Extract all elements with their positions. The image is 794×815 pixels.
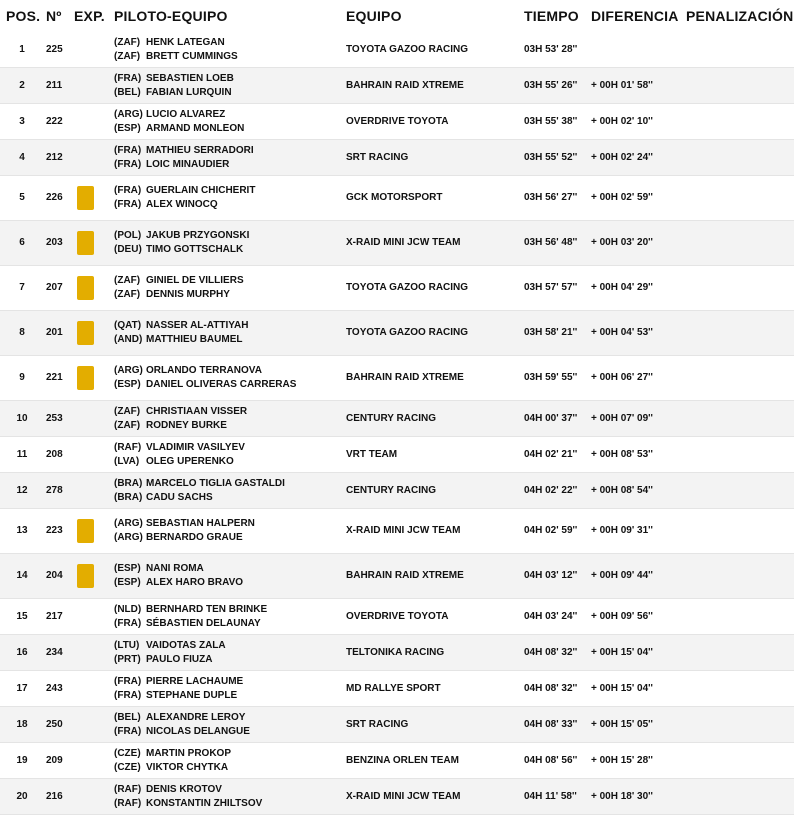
row-time: 03H 55' 26'' (524, 80, 578, 91)
driver-line (114, 333, 248, 347)
driver-country: (FRA) (114, 726, 142, 737)
driver-line (114, 108, 244, 122)
pilot-crew (114, 639, 226, 667)
table-row (0, 266, 794, 311)
driver-country: (FRA) (114, 618, 142, 629)
driver-line (114, 319, 248, 333)
row-team: VRT TEAM (346, 449, 398, 460)
driver-line (114, 797, 262, 811)
header-pos: POS. (6, 8, 41, 24)
driver-name: STEPHANE DUPLE (146, 690, 238, 701)
driver-name: MATHIEU SERRADORI (146, 145, 254, 156)
driver-line (114, 576, 243, 590)
row-team: X-RAID MINI JCW TEAM (346, 237, 461, 248)
driver-name: NASSER AL-ATTIYAH (146, 320, 249, 331)
driver-country: (LTU) (114, 640, 140, 651)
driver-country: (QAT) (114, 320, 142, 331)
driver-name: FABIAN LURQUIN (146, 87, 232, 98)
driver-name: JAKUB PRZYGONSKI (146, 230, 250, 241)
row-position: 15 (16, 611, 28, 622)
table-header (0, 0, 794, 32)
row-difference: + 00H 15' 05'' (591, 719, 653, 730)
row-team: X-RAID MINI JCW TEAM (346, 791, 461, 802)
pilot-crew (114, 562, 243, 590)
row-team: OVERDRIVE TOYOTA (346, 116, 449, 127)
row-time: 04H 02' 59'' (524, 525, 578, 536)
expert-badge-icon (77, 186, 94, 210)
header-diff: DIFERENCIA (591, 8, 679, 24)
driver-name: MARTIN PROKOP (146, 748, 231, 759)
row-position: 9 (19, 372, 25, 383)
row-number: 204 (46, 570, 63, 581)
driver-country: (ZAF) (114, 406, 141, 417)
row-time: 03H 59' 55'' (524, 372, 578, 383)
table-row (0, 104, 794, 140)
driver-country: (NLD) (114, 604, 142, 615)
row-difference: + 00H 07' 09'' (591, 413, 653, 424)
row-number: 253 (46, 413, 63, 424)
driver-line (114, 653, 226, 667)
driver-line (114, 274, 244, 288)
table-row (0, 221, 794, 266)
row-number: 203 (46, 237, 63, 248)
driver-country: (FRA) (114, 690, 142, 701)
row-number: 212 (46, 152, 63, 163)
driver-line (114, 441, 245, 455)
driver-country: (ARG) (114, 109, 143, 120)
driver-name: HENK LATEGAN (146, 37, 225, 48)
row-team: SRT RACING (346, 152, 409, 163)
driver-name: DENIS KROTOV (146, 784, 222, 795)
table-row (0, 140, 794, 176)
row-team: BAHRAIN RAID XTREME (346, 570, 464, 581)
row-number: 208 (46, 449, 63, 460)
row-difference: + 00H 15' 04'' (591, 683, 653, 694)
driver-name: CADU SACHS (146, 492, 213, 503)
pilot-crew (114, 72, 234, 100)
row-team: X-RAID MINI JCW TEAM (346, 525, 461, 536)
row-difference: + 00H 09' 56'' (591, 611, 653, 622)
row-position: 2 (19, 80, 25, 91)
table-row (0, 401, 794, 437)
driver-name: TIMO GOTTSCHALK (146, 244, 244, 255)
row-number: 211 (46, 80, 63, 91)
row-number: 222 (46, 116, 63, 127)
pilot-crew (114, 711, 250, 739)
row-position: 13 (16, 525, 28, 536)
row-number: 225 (46, 44, 63, 55)
driver-country: (FRA) (114, 159, 142, 170)
driver-country: (ZAF) (114, 420, 141, 431)
row-time: 04H 08' 56'' (524, 755, 578, 766)
driver-line (114, 477, 285, 491)
driver-country: (ZAF) (114, 275, 141, 286)
pilot-crew (114, 144, 254, 172)
driver-name: KONSTANTIN ZHILTSOV (146, 798, 263, 809)
row-position: 8 (19, 327, 25, 338)
driver-line (114, 639, 226, 653)
pilot-crew (114, 405, 247, 433)
driver-name: CHRISTIAAN VISSER (146, 406, 248, 417)
driver-line (114, 158, 254, 172)
table-row (0, 509, 794, 554)
driver-country: (RAF) (114, 442, 142, 453)
row-team: TOYOTA GAZOO RACING (346, 282, 469, 293)
expert-badge-icon (77, 276, 94, 300)
header-pilot: PILOTO-EQUIPO (114, 8, 228, 24)
driver-line (114, 725, 250, 739)
table-row (0, 473, 794, 509)
header-penalty: PENALIZACIÓN (686, 8, 794, 24)
pilot-crew (114, 319, 248, 347)
table-row (0, 554, 794, 599)
row-number: 250 (46, 719, 63, 730)
driver-name: MATTHIEU BAUMEL (146, 334, 243, 345)
expert-badge-icon (77, 519, 94, 543)
driver-line (114, 36, 238, 50)
driver-line (114, 184, 255, 198)
row-difference: + 00H 08' 53'' (591, 449, 653, 460)
row-time: 03H 57' 57'' (524, 282, 578, 293)
row-difference: + 00H 18' 30'' (591, 791, 653, 802)
driver-country: (BEL) (114, 712, 141, 723)
driver-line (114, 531, 255, 545)
pilot-crew (114, 603, 267, 631)
row-time: 04H 03' 24'' (524, 611, 578, 622)
row-time: 03H 56' 27'' (524, 192, 578, 203)
row-difference: + 00H 08' 54'' (591, 485, 653, 496)
row-position: 7 (19, 282, 25, 293)
driver-line (114, 405, 247, 419)
driver-line (114, 243, 249, 257)
row-team: TOYOTA GAZOO RACING (346, 44, 469, 55)
driver-line (114, 50, 238, 64)
driver-line (114, 122, 244, 136)
expert-badge-icon (77, 231, 94, 255)
row-difference: + 00H 09' 31'' (591, 525, 653, 536)
driver-name: BRETT CUMMINGS (146, 51, 238, 62)
table-row (0, 707, 794, 743)
driver-line (114, 603, 267, 617)
row-difference: + 00H 09' 44'' (591, 570, 653, 581)
driver-line (114, 198, 255, 212)
row-team: MD RALLYE SPORT (346, 683, 441, 694)
table-body (0, 32, 794, 815)
row-difference: + 00H 15' 28'' (591, 755, 653, 766)
row-position: 20 (16, 791, 28, 802)
row-team: BAHRAIN RAID XTREME (346, 80, 464, 91)
table-row (0, 779, 794, 815)
driver-line (114, 562, 243, 576)
driver-name: SEBASTIAN HALPERN (146, 518, 255, 529)
driver-name: DENNIS MURPHY (146, 289, 230, 300)
driver-country: (ESP) (114, 123, 141, 134)
row-position: 4 (19, 152, 25, 163)
header-time: TIEMPO (524, 8, 579, 24)
row-number: 217 (46, 611, 63, 622)
row-time: 03H 58' 21'' (524, 327, 578, 338)
driver-country: (RAF) (114, 798, 142, 809)
driver-country: (BRA) (114, 492, 143, 503)
row-difference: + 00H 15' 04'' (591, 647, 653, 658)
header-exp: EXP. (74, 8, 105, 24)
row-time: 03H 55' 52'' (524, 152, 578, 163)
row-position: 16 (16, 647, 28, 658)
row-position: 18 (16, 719, 28, 730)
pilot-crew (114, 675, 243, 703)
row-team: CENTURY RACING (346, 413, 437, 424)
driver-line (114, 761, 231, 775)
row-number: 221 (46, 372, 63, 383)
row-position: 6 (19, 237, 25, 248)
driver-line (114, 419, 247, 433)
row-position: 11 (16, 449, 28, 460)
row-difference: + 00H 03' 20'' (591, 237, 653, 248)
driver-country: (FRA) (114, 145, 142, 156)
row-position: 5 (19, 192, 25, 203)
header-num: Nº (46, 8, 62, 24)
pilot-crew (114, 36, 238, 64)
row-number: 226 (46, 192, 63, 203)
row-difference: + 00H 02' 24'' (591, 152, 653, 163)
header-team: EQUIPO (346, 8, 402, 24)
row-difference: + 00H 04' 29'' (591, 282, 653, 293)
table-row (0, 32, 794, 68)
driver-country: (FRA) (114, 199, 142, 210)
row-time: 04H 00' 37'' (524, 413, 578, 424)
driver-line (114, 144, 254, 158)
driver-name: NICOLAS DELANGUE (146, 726, 250, 737)
row-team: TOYOTA GAZOO RACING (346, 327, 469, 338)
row-time: 03H 53' 28'' (524, 44, 578, 55)
driver-name: RODNEY BURKE (146, 420, 227, 431)
row-time: 03H 55' 38'' (524, 116, 578, 127)
driver-name: VIKTOR CHYTKA (146, 762, 229, 773)
driver-name: MARCELO TIGLIA GASTALDI (146, 478, 285, 489)
driver-line (114, 86, 234, 100)
table-row (0, 437, 794, 473)
pilot-crew (114, 747, 231, 775)
row-number: 234 (46, 647, 63, 658)
row-position: 12 (16, 485, 28, 496)
driver-name: GINIEL DE VILLIERS (146, 275, 244, 286)
row-difference: + 00H 04' 53'' (591, 327, 653, 338)
driver-name: SEBASTIEN LOEB (146, 73, 234, 84)
driver-name: NANI ROMA (146, 563, 204, 574)
driver-line (114, 711, 250, 725)
row-team: GCK MOTORSPORT (346, 192, 443, 203)
row-position: 10 (16, 413, 28, 424)
driver-name: OLEG UPERENKO (146, 456, 234, 467)
driver-name: PAULO FIUZA (146, 654, 213, 665)
driver-country: (BEL) (114, 87, 141, 98)
pilot-crew (114, 441, 245, 469)
row-team: TELTONIKA RACING (346, 647, 445, 658)
pilot-crew (114, 364, 296, 392)
row-team: BENZINA ORLEN TEAM (346, 755, 459, 766)
driver-name: GUERLAIN CHICHERIT (146, 185, 256, 196)
driver-country: (ESP) (114, 379, 141, 390)
driver-country: (ARG) (114, 365, 143, 376)
table-row (0, 743, 794, 779)
driver-country: (FRA) (114, 73, 142, 84)
row-time: 03H 56' 48'' (524, 237, 578, 248)
driver-name: VLADIMIR VASILYEV (146, 442, 245, 453)
driver-name: ALEX HARO BRAVO (146, 577, 244, 588)
driver-name: LUCIO ALVAREZ (146, 109, 226, 120)
driver-country: (AND) (114, 334, 143, 345)
driver-country: (BRA) (114, 478, 143, 489)
row-number: 201 (46, 327, 63, 338)
table-row (0, 176, 794, 221)
driver-name: PIERRE LACHAUME (146, 676, 244, 687)
row-time: 04H 03' 12'' (524, 570, 578, 581)
table-row (0, 635, 794, 671)
row-team: BAHRAIN RAID XTREME (346, 372, 464, 383)
row-position: 3 (19, 116, 25, 127)
row-time: 04H 02' 21'' (524, 449, 578, 460)
driver-line (114, 229, 249, 243)
table-row (0, 68, 794, 104)
row-difference: + 00H 02' 59'' (591, 192, 653, 203)
driver-country: (ARG) (114, 518, 143, 529)
pilot-crew (114, 274, 244, 302)
driver-country: (PRT) (114, 654, 141, 665)
row-team: OVERDRIVE TOYOTA (346, 611, 449, 622)
driver-country: (RAF) (114, 784, 142, 795)
driver-name: LOIC MINAUDIER (146, 159, 230, 170)
driver-country: (ZAF) (114, 289, 141, 300)
row-number: 278 (46, 485, 63, 496)
driver-name: SÉBASTIEN DELAUNAY (146, 618, 261, 629)
driver-country: (ZAF) (114, 51, 141, 62)
driver-line (114, 747, 231, 761)
row-team: SRT RACING (346, 719, 409, 730)
row-number: 209 (46, 755, 63, 766)
driver-line (114, 689, 243, 703)
driver-name: BERNHARD TEN BRINKE (146, 604, 268, 615)
table-row (0, 671, 794, 707)
driver-name: BERNARDO GRAUE (146, 532, 243, 543)
driver-line (114, 517, 255, 531)
row-time: 04H 08' 33'' (524, 719, 578, 730)
driver-line (114, 72, 234, 86)
driver-country: (DEU) (114, 244, 142, 255)
driver-name: DANIEL OLIVERAS CARRERAS (146, 379, 297, 390)
row-team: CENTURY RACING (346, 485, 437, 496)
expert-badge-icon (77, 564, 94, 588)
driver-country: (ARG) (114, 532, 143, 543)
driver-country: (FRA) (114, 676, 142, 687)
driver-line (114, 617, 267, 631)
driver-country: (ESP) (114, 563, 141, 574)
driver-country: (CZE) (114, 762, 141, 773)
pilot-crew (114, 229, 249, 257)
driver-country: (POL) (114, 230, 142, 241)
driver-line (114, 675, 243, 689)
driver-name: VAIDOTAS ZALA (146, 640, 226, 651)
row-time: 04H 08' 32'' (524, 647, 578, 658)
row-position: 14 (16, 570, 28, 581)
pilot-crew (114, 477, 285, 505)
driver-line (114, 783, 262, 797)
row-difference: + 00H 02' 10'' (591, 116, 653, 127)
row-time: 04H 08' 32'' (524, 683, 578, 694)
driver-line (114, 491, 285, 505)
expert-badge-icon (77, 321, 94, 345)
row-number: 223 (46, 525, 63, 536)
row-position: 17 (16, 683, 28, 694)
driver-name: ALEX WINOCQ (146, 199, 218, 210)
table-row (0, 356, 794, 401)
expert-badge-icon (77, 366, 94, 390)
driver-country: (FRA) (114, 185, 142, 196)
row-difference: + 00H 01' 58'' (591, 80, 653, 91)
row-position: 1 (19, 44, 25, 55)
row-number: 207 (46, 282, 63, 293)
table-row (0, 311, 794, 356)
driver-line (114, 364, 296, 378)
driver-name: ORLANDO TERRANOVA (146, 365, 262, 376)
row-position: 19 (16, 755, 28, 766)
driver-country: (ESP) (114, 577, 141, 588)
row-number: 216 (46, 791, 63, 802)
row-time: 04H 02' 22'' (524, 485, 578, 496)
pilot-crew (114, 517, 255, 545)
driver-name: ARMAND MONLEON (146, 123, 245, 134)
driver-line (114, 378, 296, 392)
pilot-crew (114, 184, 255, 212)
driver-name: ALEXANDRE LEROY (146, 712, 246, 723)
pilot-crew (114, 108, 244, 136)
row-difference: + 00H 06' 27'' (591, 372, 653, 383)
row-time: 04H 11' 58'' (524, 791, 577, 802)
row-number: 243 (46, 683, 63, 694)
driver-line (114, 288, 244, 302)
driver-country: (LVA) (114, 456, 140, 467)
driver-country: (ZAF) (114, 37, 141, 48)
table-row (0, 599, 794, 635)
driver-country: (CZE) (114, 748, 141, 759)
driver-line (114, 455, 245, 469)
